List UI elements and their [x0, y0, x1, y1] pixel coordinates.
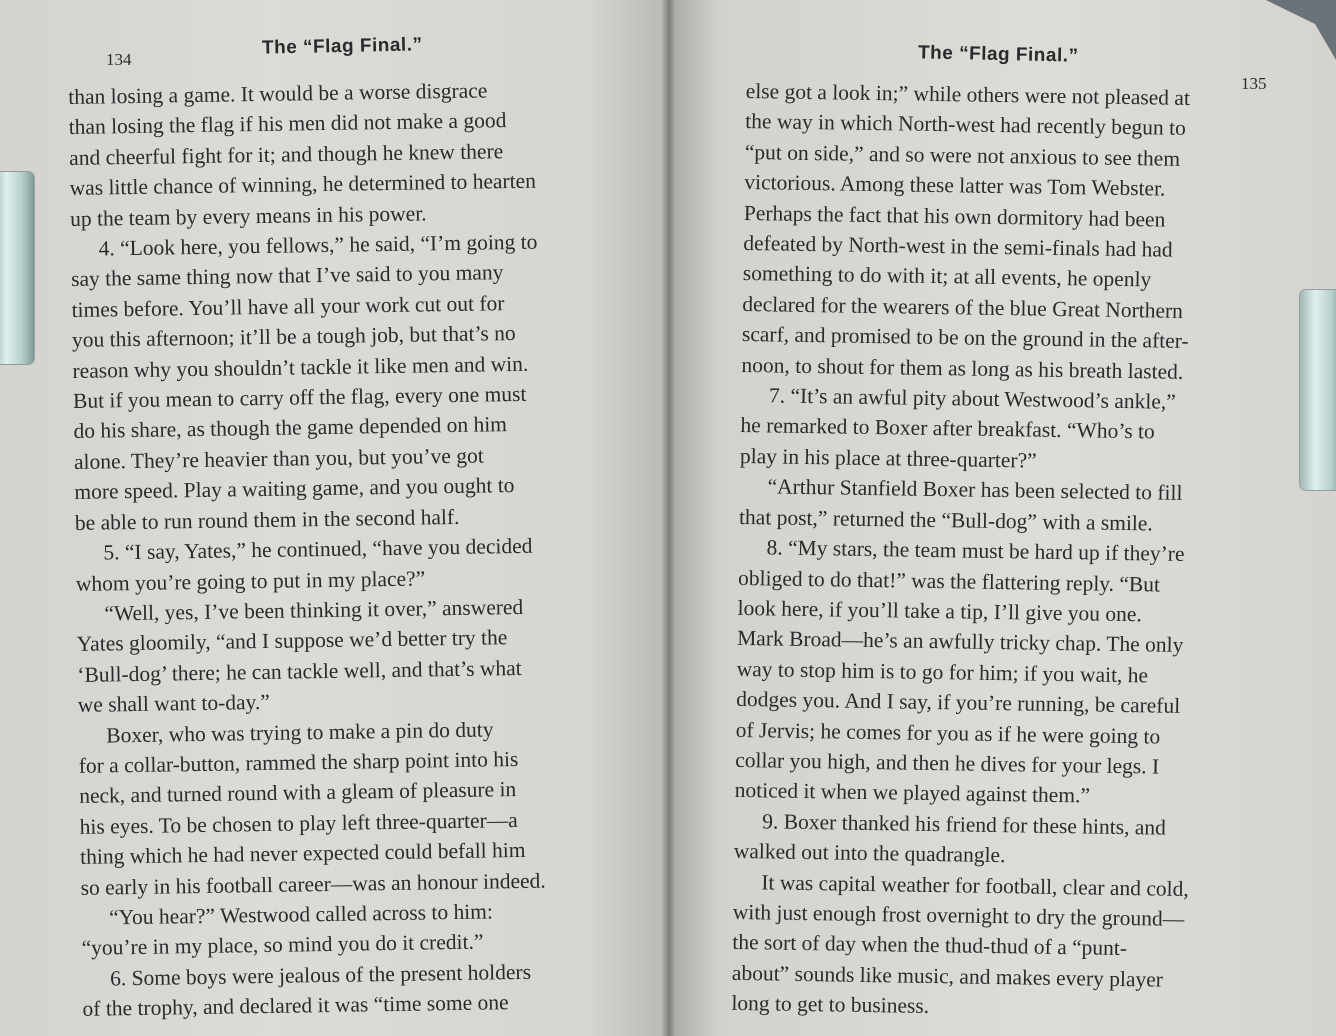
- text-line: times before. You’ll have all your work cut out for: [71, 291, 505, 322]
- text-line: neck, and turned round with a gleam of pleasure in: [79, 777, 517, 809]
- text-line: with just enough frost overnight to dry the ground—: [732, 899, 1185, 931]
- text-line: 7. “It’s an awful pity about Westwood’s ankle,”: [768, 383, 1177, 414]
- text-line: “put on side,” and so were not anxious to see them: [744, 139, 1181, 171]
- text-line: say the same thing now that I’ve said to you many: [70, 260, 504, 292]
- text-line: look here, if you’ll take a tip, I’ll give you one.: [737, 595, 1143, 627]
- text-line: dodges you. And I say, if you’re running, be careful: [736, 687, 1181, 719]
- page-corner-shadow: [1266, 0, 1336, 60]
- text-line: that post,” returned the “Bull-dog” with a smile.: [738, 504, 1153, 536]
- text-line: the sort of day when the thud-thud of a “punt-: [732, 930, 1128, 961]
- text-line: be able to run round them in the second half.: [74, 504, 460, 535]
- text-line: for a collar-button, rammed the sharp point into his: [78, 746, 519, 778]
- text-line: way to stop him is to go for him; if you wait, he: [736, 656, 1149, 688]
- left-page-number: 134: [106, 50, 132, 69]
- book-gutter: [662, 0, 676, 1036]
- text-line: reason why you shouldn’t tackle it like men and win.: [72, 351, 529, 383]
- text-line: 9. Boxer thanked his friend for these hints, and: [762, 809, 1167, 840]
- text-line: noon, to shout for them as long as his breath lasted.: [741, 352, 1184, 384]
- text-line: declared for the wearers of the blue Great Northern: [742, 291, 1184, 323]
- text-line: do his share, as though the game depended on him: [73, 412, 508, 444]
- text-line: thing which he had never expected could befall him: [79, 838, 526, 870]
- text-line: Perhaps the fact that his own dormitory had been: [743, 200, 1166, 232]
- text-line: “Well, yes, I’ve been thinking it over,” answered: [104, 594, 524, 626]
- text-line: long to get to business.: [731, 991, 930, 1019]
- text-line: his eyes. To be chosen to play left three-quarter—a: [79, 807, 518, 839]
- text-line: alone. They’re heavier than you, but you’ve got: [73, 443, 484, 474]
- text-line: you this afternoon; it’ll be a tough job, but that’s no: [71, 321, 516, 353]
- text-line: of the trophy, and declared it was “time some one: [82, 990, 509, 1022]
- text-line: Mark Broad—he’s an awfully tricky chap. The only: [736, 626, 1184, 658]
- text-line: was little chance of winning, he determined to hearten: [69, 168, 537, 201]
- text-line: the way in which North-west had recently begun to: [745, 109, 1187, 141]
- text-line: Boxer, who was trying to make a pin do duty: [106, 716, 494, 748]
- text-line: defeated by North-west in the semi-finals had had: [743, 231, 1173, 262]
- text-line: more speed. Play a waiting game, and you ought to: [74, 473, 515, 505]
- text-line: play in his place at three-quarter?”: [739, 443, 1037, 473]
- left-page-body: [68, 73, 643, 1024]
- text-line: he remarked to Boxer after breakfast. “Who’s to: [740, 413, 1155, 444]
- text-line: walked out into the quadrangle.: [733, 839, 1006, 868]
- right-page: [668, 0, 1336, 1036]
- right-glass-weight: [1300, 290, 1336, 490]
- right-page-number: 135: [1241, 74, 1267, 93]
- text-line: It was capital weather for football, clear and cold,: [761, 869, 1189, 901]
- text-line: than losing the flag if his men did not make a good: [68, 108, 507, 140]
- text-line: obliged to do that!” was the flattering reply. “But: [737, 565, 1161, 597]
- text-line: scarf, and promised to be on the ground in the after-: [741, 322, 1189, 354]
- text-line: of Jervis; he comes for you as if he were going to: [735, 717, 1161, 749]
- right-running-head: The “Flag Final.”: [917, 42, 1079, 67]
- text-line: Yates gloomily, “and I suppose we’d better try the: [76, 625, 508, 657]
- text-line: and cheerful fight for it; and though he knew there: [69, 138, 504, 170]
- text-line: “you’re in my place, so mind you do it credit.”: [81, 929, 484, 961]
- text-line: 5. “I say, Yates,” he continued, “have you decided: [103, 533, 533, 565]
- text-line: 6. Some boys were jealous of the present holders: [109, 959, 532, 991]
- text-line: up the team by every means in his power.: [69, 201, 427, 231]
- text-line: But if you mean to carry off the flag, every one must: [72, 381, 527, 414]
- left-running-head: The “Flag Final.”: [261, 34, 423, 59]
- text-line: “Arthur Stanfield Boxer has been selected to fill: [767, 474, 1183, 506]
- text-line: collar you high, and then he dives for your legs. I: [735, 747, 1160, 779]
- text-line: ‘Bull-dog’ there; he can tackle well, and that’s what: [77, 655, 522, 687]
- left-glass-weight: [0, 172, 34, 364]
- text-line: than losing a game. It would be a worse disgrace: [68, 78, 488, 109]
- text-line: 8. “My stars, the team must be hard up if they’re: [766, 535, 1185, 567]
- text-line: victorious. Among these latter was Tom Webster.: [744, 170, 1166, 201]
- text-line: noticed it when we played against them.”: [734, 778, 1091, 808]
- text-line: about” sounds like music, and makes every player: [731, 960, 1164, 992]
- text-line: whom you’re going to put in my place?”: [75, 565, 426, 596]
- text-line: so early in his football career—was an honour indeed.: [80, 868, 546, 900]
- text-line: we shall want to-day.”: [77, 690, 270, 718]
- text-line: something to do with it; at all events, he openly: [742, 261, 1152, 292]
- text-line: “You hear?” Westwood called across to him:: [108, 899, 494, 930]
- right-page-body: [731, 76, 1306, 1027]
- text-line: else got a look in;” while others were not pleased at: [745, 78, 1191, 110]
- text-line: 4. “Look here, you fellows,” he said, “I’m going to: [98, 229, 538, 261]
